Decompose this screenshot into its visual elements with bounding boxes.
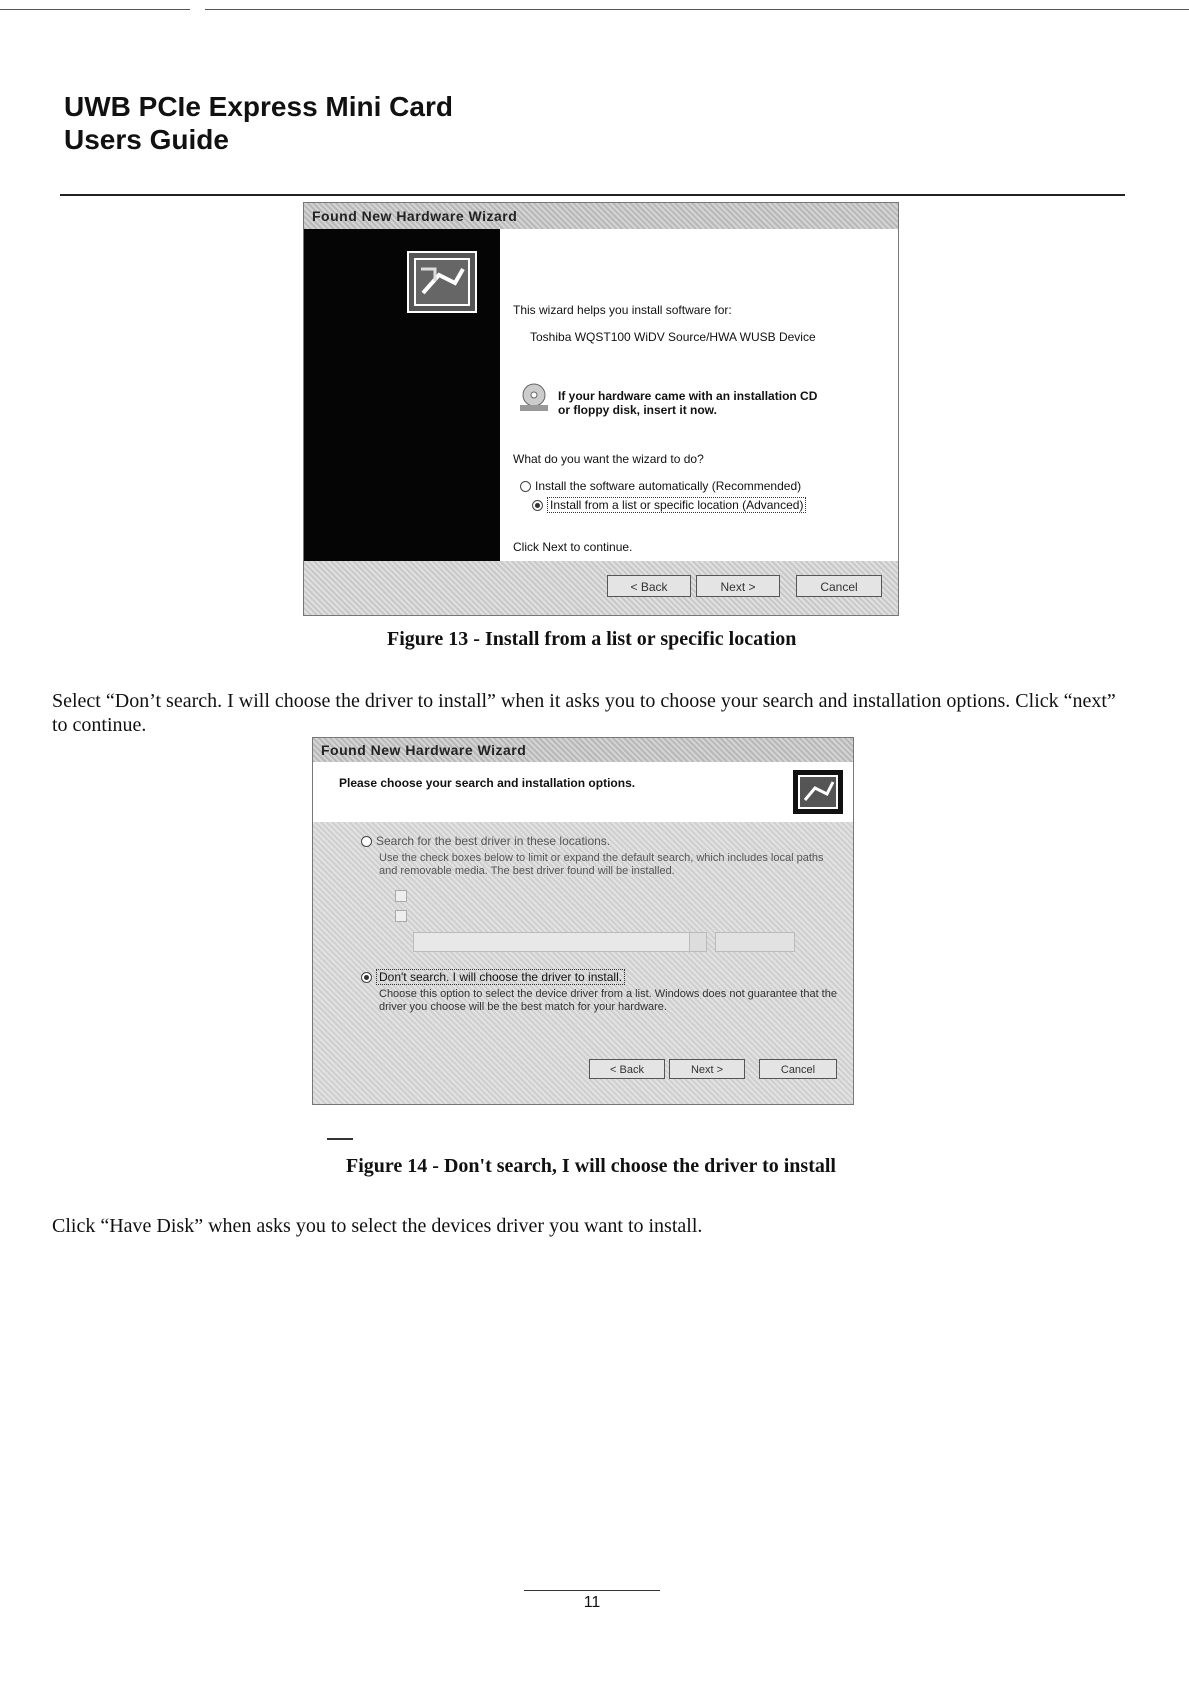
- checkbox-removable-media: [395, 890, 407, 902]
- dialog-body: [313, 822, 853, 1104]
- paragraph-instructions-2: Click “Have Disk” when asks you to select the devices driver you want to install.: [52, 1215, 703, 1237]
- radio-dont-search[interactable]: [361, 972, 372, 983]
- stray-mark: [327, 1138, 353, 1140]
- cancel-button[interactable]: Cancel: [796, 575, 882, 597]
- back-button[interactable]: < Back: [589, 1059, 665, 1079]
- paragraph-instructions-1: Select “Don’t search. I will choose the driver to install” when it asks you to choose your search and installation options. Click “next” to continue.: [52, 690, 1116, 736]
- page-number: 11: [583, 1594, 601, 1611]
- option-list-label: Install from a list or specific location (Advanced): [547, 497, 806, 513]
- top-rule-right: [205, 9, 1189, 10]
- wizard-content: [500, 229, 898, 561]
- dialog-title-bar: Found New Hardware Wizard: [313, 738, 853, 762]
- cd-icon: [516, 383, 552, 418]
- cancel-button[interactable]: Cancel: [759, 1059, 837, 1079]
- option-dont-search[interactable]: [361, 970, 625, 984]
- location-input: [413, 932, 691, 952]
- hardware-wizard-icon: [791, 768, 845, 816]
- dialog-heading: Please choose your search and installation options.: [339, 776, 636, 790]
- dialog-title-bar: Found New Hardware Wizard: [304, 203, 898, 229]
- option-search-label: Search for the best driver in these locations.: [376, 834, 611, 848]
- figure13-caption: Figure 13 - Install from a list or specific location: [387, 628, 797, 650]
- wizard-side-panel: [304, 229, 500, 561]
- browse-button: [715, 932, 795, 952]
- button-bar: [304, 561, 898, 615]
- figure14-wizard-dialog: [312, 737, 854, 1105]
- radio-auto[interactable]: [520, 481, 531, 492]
- document-title: [64, 90, 453, 156]
- option-install-automatically[interactable]: [520, 479, 801, 493]
- next-button[interactable]: Next >: [696, 575, 780, 597]
- option-search-best-driver[interactable]: [361, 834, 610, 848]
- option-install-from-list[interactable]: [532, 498, 806, 512]
- radio-list[interactable]: [532, 500, 543, 511]
- continue-text: Click Next to continue.: [513, 540, 633, 554]
- option-dont-search-label: Don't search. I will choose the driver to install.: [376, 969, 625, 985]
- checkbox-include-location: [395, 910, 407, 922]
- document-title-line2: Users Guide: [64, 124, 229, 155]
- radio-search[interactable]: [361, 836, 372, 847]
- next-button[interactable]: Next >: [669, 1059, 745, 1079]
- top-rule-left: [0, 9, 190, 10]
- back-button[interactable]: < Back: [607, 575, 691, 597]
- document-title-line1: UWB PCIe Express Mini Card: [64, 91, 453, 122]
- cd-hint-line2: or floppy disk, insert it now.: [558, 403, 717, 417]
- wizard-question: What do you want the wizard to do?: [513, 452, 704, 466]
- cd-hint-line1: If your hardware came with an installation CD: [558, 389, 818, 403]
- figure13-wizard-dialog: [303, 202, 899, 616]
- wizard-intro-text: This wizard helps you install software for:: [513, 303, 732, 317]
- header-rule: [60, 194, 1125, 196]
- dialog-header: [313, 762, 853, 823]
- option-auto-label: Install the software automatically (Recommended): [535, 479, 802, 493]
- hardware-wizard-icon: [407, 251, 477, 313]
- device-name: Toshiba WQST100 WiDV Source/HWA WUSB Device: [530, 330, 816, 344]
- location-dropdown-icon: [689, 932, 707, 952]
- option-dont-search-description: Choose this option to select the device driver from a list. Windows does not guarantee that the driver you choose will be the best match for your hardware.: [379, 988, 837, 1013]
- footer-rule: [524, 1590, 660, 1591]
- figure14-caption: Figure 14 - Don't search, I will choose the driver to install: [346, 1155, 836, 1177]
- option-search-description: Use the check boxes below to limit or expand the default search, which includes local paths and removable media. The best driver found will be installed.: [379, 852, 824, 877]
